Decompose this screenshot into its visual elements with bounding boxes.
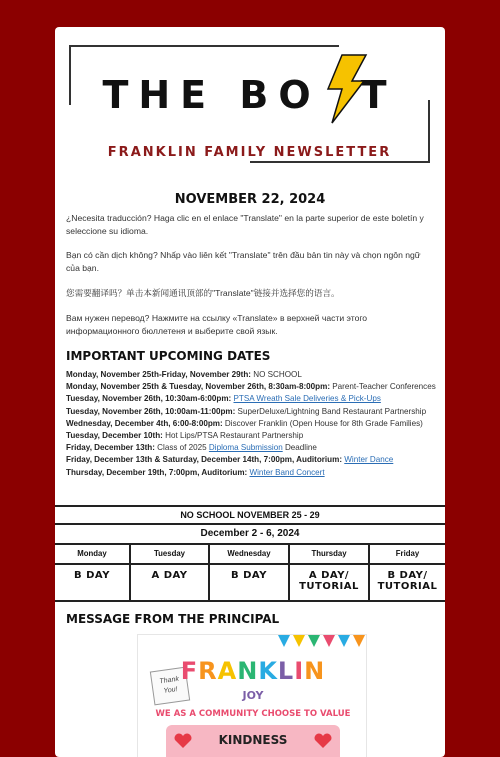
translation-vietnamese: Bạn có cần dịch không? Nhấp vào liên kết "Translate" trên đầu bản tin này và chọn ngôn ngữ của bạn.: [66, 250, 421, 273]
heart-icon: [314, 733, 332, 749]
frame-line: [250, 161, 430, 163]
lightning-bolt-icon: [322, 53, 368, 125]
poster-kindness-text: KINDNESS: [218, 733, 288, 747]
upcoming-date-label: Monday, November 25th-Friday, November 29th:: [66, 370, 251, 379]
upcoming-date-link[interactable]: PTSA Wreath Sale Deliveries & Pick-Ups: [233, 394, 381, 404]
schedule-column: [290, 545, 370, 602]
schedule-day: Wednesday: [210, 545, 288, 565]
schedule-day: Friday: [370, 545, 445, 565]
upcoming-date-text: Class of 2025: [154, 443, 209, 453]
upcoming-date-item: [66, 467, 436, 479]
principal-heading: MESSAGE FROM THE PRINCIPAL: [66, 612, 280, 626]
schedule-day: Thursday: [290, 545, 368, 565]
upcoming-date-label: Monday, November 25th & Tuesday, November 26th, 8:30am-8:00pm:: [66, 382, 331, 392]
heart-icon: [174, 733, 192, 749]
translation-russian: Вам нужен перевод? Нажмите на ссылку «Translate» в верхней части этого информационного бюллетеня и выберите свой язык.: [66, 313, 368, 336]
poster-kindness-banner: [166, 725, 340, 757]
upcoming-date-link[interactable]: Diploma Submission: [208, 443, 283, 453]
upcoming-date-label: Tuesday, November 26th, 10:00am-11:00pm:: [66, 406, 236, 416]
masthead: [69, 45, 430, 163]
upcoming-date-suffix: Deadline: [282, 443, 317, 453]
upcoming-date-text: NO SCHOOL: [251, 370, 302, 379]
frame-line: [69, 45, 339, 47]
upcoming-date-link[interactable]: Winter Band Concert: [249, 467, 325, 477]
schedule-week: December 2 - 6, 2024: [55, 525, 445, 545]
upcoming-date-label: Thursday, December 19th, 7:00pm, Auditorium:: [66, 467, 248, 477]
issue-date: NOVEMBER 22, 2024: [174, 192, 326, 207]
schedule-column: [131, 545, 210, 602]
upcoming-date-item: [66, 430, 436, 442]
upcoming-date-label: Friday, December 13th & Saturday, December 14th, 7:00pm, Auditorium:: [66, 455, 343, 465]
schedule-day: Tuesday: [131, 545, 208, 565]
upcoming-date-link[interactable]: Winter Dance: [344, 455, 394, 465]
title-left: THE BO: [102, 73, 321, 117]
kindness-poster-image: [137, 634, 367, 757]
upcoming-date-text: SuperDeluxe/Lightning Band Restaurant Partnership: [235, 406, 427, 416]
upcoming-dates-heading: IMPORTANT UPCOMING DATES: [66, 349, 271, 363]
schedule-day-type: B DAY/ TUTORIAL: [370, 565, 445, 602]
upcoming-date-text: Parent-Teacher Conferences: [330, 382, 436, 392]
upcoming-dates-list: [66, 369, 436, 479]
poster-joy: JOY: [242, 689, 264, 702]
upcoming-date-item: [66, 393, 436, 405]
upcoming-date-label: Wednesday, December 4th, 6:00-8:00pm:: [66, 418, 223, 428]
title-right: T: [360, 73, 397, 117]
schedule-day-type: B DAY: [210, 565, 288, 602]
newsletter-subtitle: FRANKLIN FAMILY NEWSLETTER: [107, 145, 392, 160]
upcoming-date-label: Tuesday, December 10th:: [66, 431, 163, 441]
schedule-column: [210, 545, 290, 602]
upcoming-date-item: [66, 454, 436, 466]
thank-you-note: Thank You!: [150, 667, 190, 706]
newsletter-title: [69, 73, 430, 117]
poster-franklin: FRANKLIN: [180, 657, 326, 685]
schedule-day-type: A DAY/ TUTORIAL: [290, 565, 368, 602]
translation-chinese: 您需要翻译吗？单击本新闻通讯顶部的"Translate"链接并选择您的语言。: [66, 288, 340, 298]
upcoming-date-item: [66, 381, 436, 393]
upcoming-date-item: [66, 406, 436, 418]
schedule-day: Monday: [55, 545, 129, 565]
upcoming-date-item: [66, 418, 436, 430]
poster-community: WE AS A COMMUNITY CHOOSE TO VALUE: [155, 709, 351, 719]
upcoming-date-label: Tuesday, November 26th, 10:30am-6:00pm:: [66, 394, 232, 404]
upcoming-date-text: Hot Lips/PTSA Restaurant Partnership: [162, 431, 304, 441]
newsletter-page: [55, 27, 445, 757]
upcoming-date-item: [66, 369, 436, 381]
upcoming-date-label: Friday, December 13th:: [66, 443, 155, 453]
schedule-table: [55, 545, 445, 602]
bunting-icon: [278, 635, 367, 649]
no-school-banner: NO SCHOOL NOVEMBER 25 - 29: [55, 505, 445, 525]
upcoming-date-text: Discover Franklin (Open House for 8th Grade Families): [222, 418, 423, 428]
translation-spanish: ¿Necesita traducción? Haga clic en el enlace "Translate" en la parte superior de este boletín y seleccione su idioma.: [66, 213, 424, 236]
schedule-column: [370, 545, 445, 602]
schedule-block: [55, 505, 445, 602]
schedule-day-type: A DAY: [131, 565, 208, 602]
schedule-day-type: B DAY: [55, 565, 129, 602]
upcoming-date-item: [66, 442, 436, 454]
schedule-column: [55, 545, 131, 602]
